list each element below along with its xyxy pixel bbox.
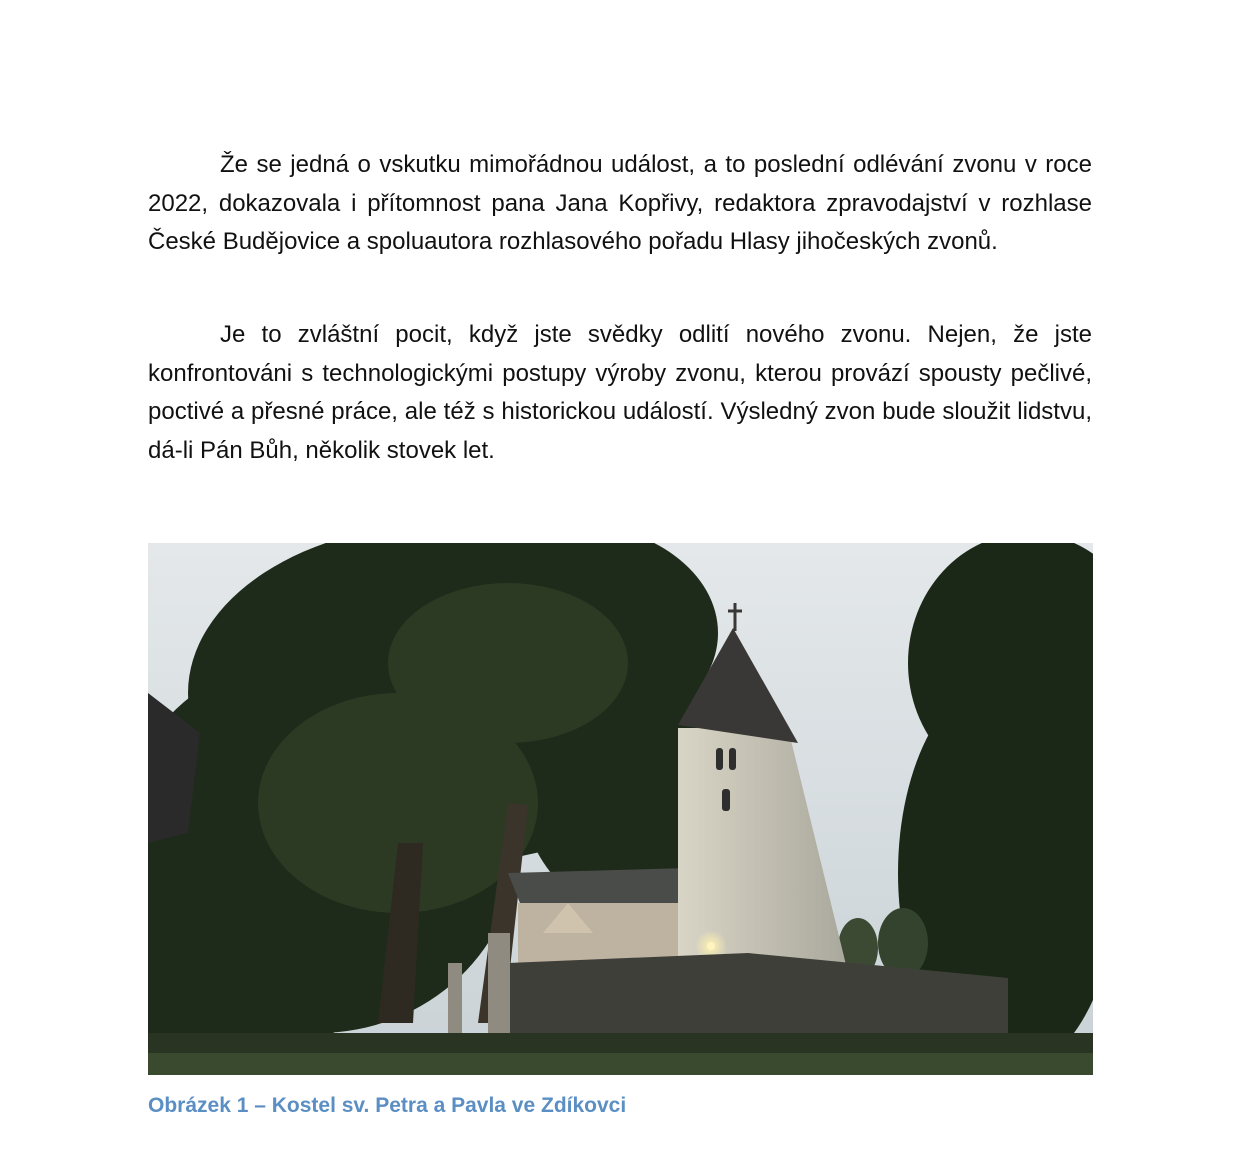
paragraph-2: Je to zvláštní pocit, když jste svědky odlití nového zvonu. Nejen, že jste konfrontováni s technologickými postupy výroby zvonu, kterou provází spousty pečlivé, poctivé a přesné práce, ale též s historickou událostí. Výsledný zvon bude sloužit lidstvu, dá-li Pán Bůh, několik stovek let. (148, 321, 1092, 464)
paragraph-1: Že se jedná o vskutku mimořádnou událost, a to poslední odlévání zvonu v roce 2022, dokazovala i přítomnost pana Jana Kopřivy, redaktora zpravodajství v rozhlase České Budějovice a spoluautora rozhlasového pořadu Hlasy jihočeských zvonů. (148, 151, 1092, 255)
church-photo (148, 543, 1093, 1075)
figure-caption: Obrázek 1 – Kostel sv. Petra a Pavla ve Zdíkovci (148, 1094, 627, 1117)
